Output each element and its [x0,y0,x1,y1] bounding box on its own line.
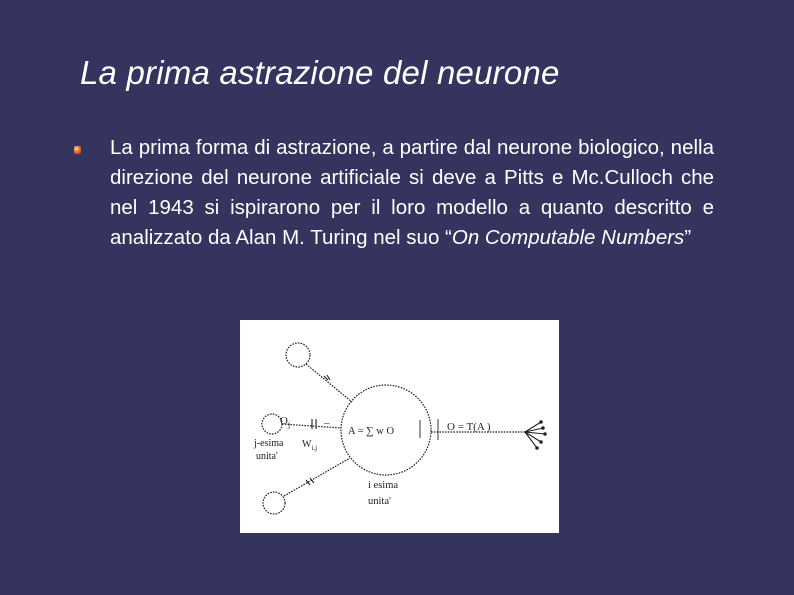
synapse-middle [312,419,316,429]
body-text-italic-title: On Computable Numbers [451,226,685,249]
neuron-unit-label-2: unita' [368,496,391,507]
input-neuron-top [286,343,310,367]
body-paragraph [110,133,714,253]
output-terminals [525,422,545,448]
body-text-main: La prima forma di astrazione, a partire dal neurone biologico, nella direzione del neurone artificiale si deve a Pitts e Mc.Culloch che nel 1943 si ispirarono per il loro modello a quanto descritto e analizzato da Alan M. Turing nel suo “ [110,136,714,249]
input-unit-label-1: j-esima [254,438,284,449]
bullet-icon [74,146,81,154]
neuron-unit-label-1: i esima [368,480,399,491]
input-signal-label: $O_j$ [280,415,291,429]
synapse-top [324,375,330,380]
output-formula: O = T(A ) [447,421,491,433]
dash-mark: – [324,417,330,429]
connection-bottom [284,458,350,496]
input-unit-label-2: unita' [256,451,278,462]
weight-label: $W_{i,j}$ [302,439,318,452]
neuron-diagram [240,320,559,533]
body-text-closing-quote: ” [684,226,692,249]
neuron-formula: A = ∑ w O [348,426,395,437]
slide-title: La prima astrazione del neurone [80,54,560,91]
synapse-bottom [306,478,314,485]
connection-top [306,364,352,402]
neuron-diagram-figure [240,320,559,533]
input-neuron-bottom [263,492,285,514]
input-neuron-j [262,414,282,434]
